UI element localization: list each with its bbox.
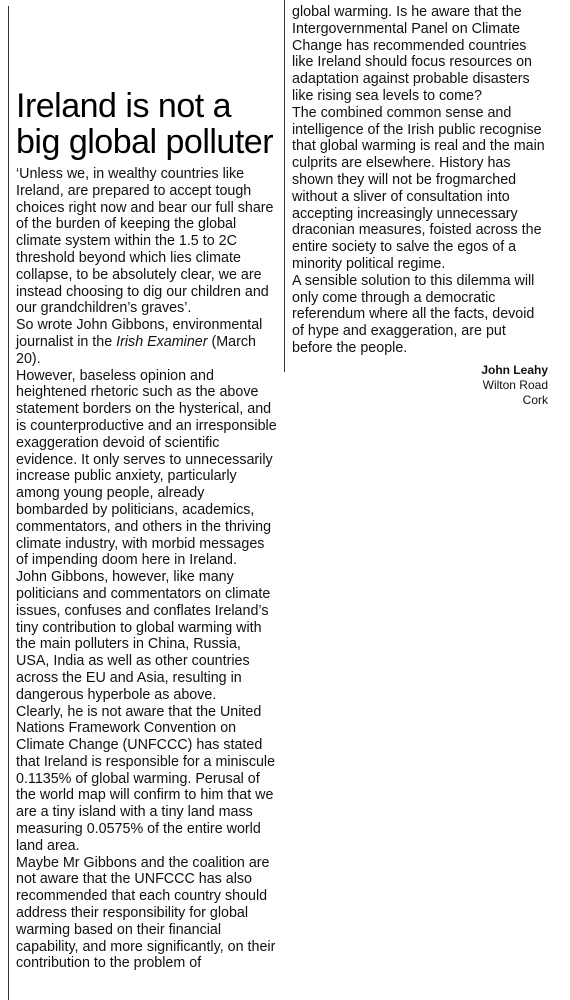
paragraph-rhetoric: However, baseless opinion and heightened rhetoric such as the above statement borders on the hysterical, and is counterproductive and an irresponsible exaggeration devoid of scientific evidence. It only serves to unnecessarily increase public anxiety, particularly among young people, already bombarded by politicians, academics, commentators, and others in the thriving climate industry, with morbid messages of impending doom here in Ireland.	[16, 367, 277, 569]
left-column	[16, 88, 278, 972]
source-before: So wrote John Gibbons, environmental journalist in the	[16, 317, 263, 350]
paragraph-unfccc: Clearly, he is not aware that the United Nations Framework Convention on Climate Change (UNFCCC) has stated that Ireland is responsible for a miniscule 0.1135% of global warming. Perusal of the world map will confirm to him that we are a tiny island with a tiny land mass measuring 0.0575% of the entire world land area.	[16, 703, 276, 854]
paragraph-referendum: A sensible solution to this dilemma will only come through a democratic referendum where all the facts, devoid of hype and exaggeration, are put before the people.	[292, 272, 535, 356]
author-name: John Leahy	[481, 362, 548, 377]
right-column	[292, 4, 548, 408]
author-address-line-1: Wilton Road	[482, 377, 548, 392]
publication-name: Irish Examiner	[116, 333, 208, 350]
paragraph-quote: ‘Unless we, in wealthy countries like Ireland, are prepared to accept tough choices right now and bear our full share of the burden of keeping the global climate system within the 1.5 to 2C threshold beyond which lies climate collapse, to be absolutely clear, we are instead choosing to dig our children and our grandchildren’s graves’.	[16, 166, 274, 317]
author-address-line-2: Cork	[522, 392, 548, 407]
column-divider-rule	[284, 0, 285, 372]
left-column-rule	[8, 6, 9, 1000]
paragraph-ipcc: global warming. Is he aware that the Intergovernmental Panel on Climate Change has recommended countries like Ireland should focus resources on adaptation against probable disasters like rising sea levels to come?	[292, 4, 533, 104]
headline: Ireland is not a big global polluter	[16, 87, 274, 161]
paragraph-coalition: Maybe Mr Gibbons and the coalition are not aware that the UNFCCC has also recommended that each country should address their responsibility for global warming based on their financial capability, and more significantly, on their contribution to the problem of	[16, 854, 276, 972]
source-after: (March 20).	[16, 333, 256, 367]
paragraph-source	[16, 317, 278, 367]
paragraph-conflation: John Gibbons, however, like many politicians and commentators on climate issues, confuses and conflates Ireland’s tiny contribution to global warming with the main polluters in China, Russia, USA, India as well as other countries across the EU and Asia, resulting in dangerous hyperbole as above.	[16, 569, 271, 703]
paragraph-public-sense: The combined common sense and intelligence of the Irish public recognise that global warming is real and the main culprits are elsewhere. History has shown they will not be frogmarched without a sliver of consultation into accepting increasingly unnecessary draconian measures, foisted across the entire society to salve the egos of a minority political regime.	[292, 104, 545, 272]
signature-block	[292, 363, 548, 408]
